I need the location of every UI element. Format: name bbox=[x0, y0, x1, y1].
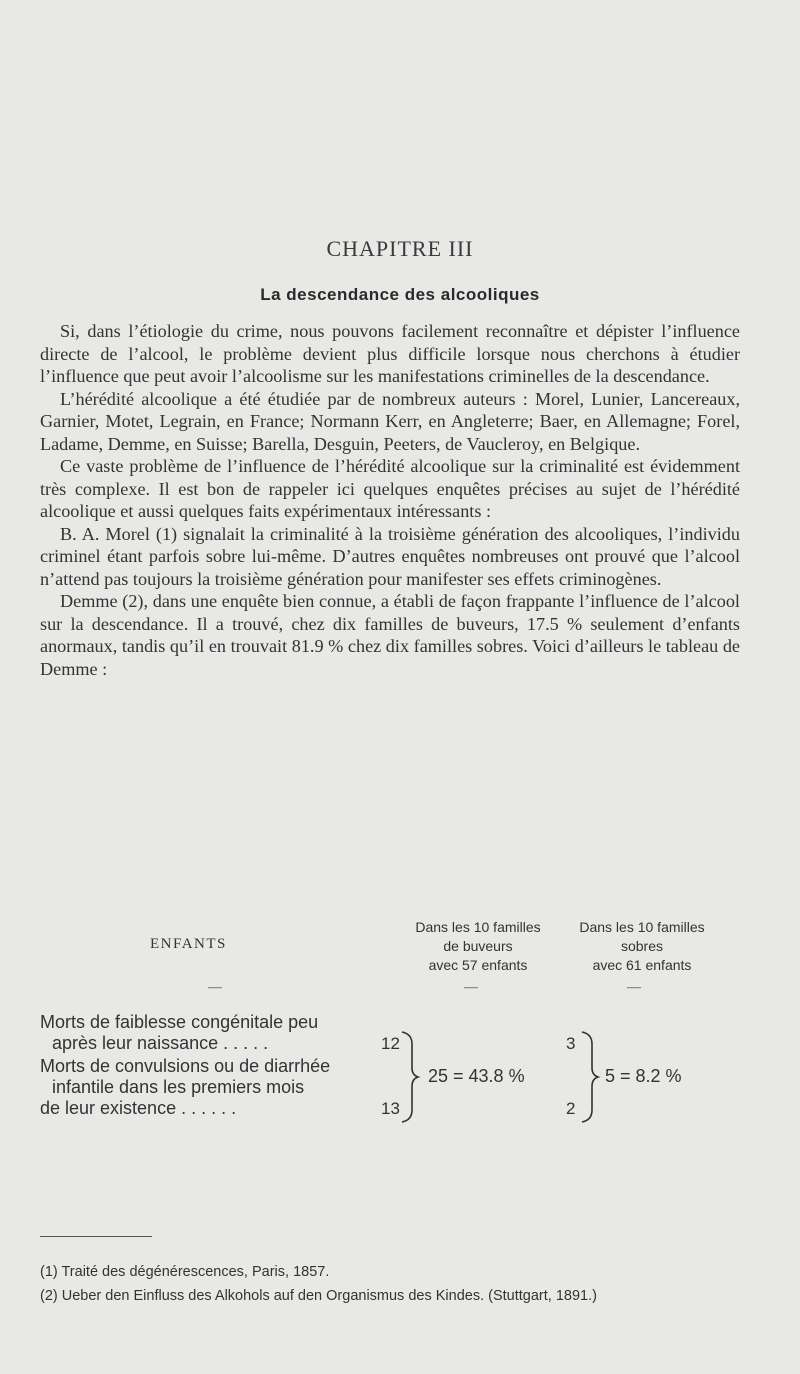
paragraph: B. A. Morel (1) signalait la criminalité à la troisième génération des alcooliques, l’individu criminel étant parfois sobre lui-même. D’autres enquêtes nombreuses ont prouvé que l’alcool n’attend pas toujours la troisième génération pour manifester ses effets criminogènes. bbox=[40, 523, 740, 589]
cell-sobres: 2 bbox=[566, 1099, 576, 1118]
row-label-line: après leur naissance . . . . . bbox=[52, 1033, 269, 1053]
header-line: Dans les 10 familles bbox=[579, 919, 705, 935]
footnote-rule bbox=[40, 1236, 152, 1237]
footnote: (1) Traité des dégénérescences, Paris, 1857. bbox=[40, 1264, 330, 1280]
table-header-sobres bbox=[562, 918, 722, 975]
header-line: avec 57 enfants bbox=[428, 957, 528, 973]
cell-buveurs: 12 bbox=[381, 1034, 400, 1053]
header-dash: — bbox=[627, 980, 641, 995]
header-dash: — bbox=[208, 980, 222, 995]
section-title: La descendance des alcooliques bbox=[260, 285, 540, 304]
table-header-enfants: ENFANTS bbox=[150, 936, 227, 952]
table-header-buveurs bbox=[398, 918, 558, 975]
header-line: sobres bbox=[620, 938, 664, 954]
total-sobres: 5 = 8.2 % bbox=[605, 1066, 682, 1086]
brace-spacer bbox=[413, 1030, 414, 1031]
header-dash: — bbox=[464, 980, 478, 995]
paragraph: L’hérédité alcoolique a été étudiée par de nombreux auteurs : Morel, Lunier, Lancereaux, Garnier, Motet, Legrain, en France; Normann Kerr, en Angleterre; Baer, en Allemagne; Forel, Ladame, Demme, en Suisse; Barella, Desguin, Peeters, de Vaucleroy, en Belgique. bbox=[40, 388, 740, 454]
row-label-line: Morts de convulsions ou de diarrhée bbox=[40, 1056, 331, 1076]
paragraph: Demme (2), dans une enquête bien connue, a établi de façon frappante l’influence de l’alcool sur la descendance. Il a trouvé, chez dix familles de buveurs, 17.5 % seulement d’enfants anormaux, tandis qu’il en trouvait 81.9 % chez dix familles sobres. Voici d’ailleurs le tableau de Demme : bbox=[40, 591, 740, 679]
chapter-title: CHAPITRE III bbox=[326, 236, 474, 261]
table-row bbox=[40, 1012, 318, 1054]
right-brace-icon bbox=[580, 1030, 602, 1124]
header-line: de buveurs bbox=[443, 938, 513, 954]
row-label-line: Morts de faiblesse congénitale peu bbox=[40, 1012, 319, 1032]
paragraph: Ce vaste problème de l’influence de l’hérédité alcoolique sur la criminalité est évidemment très complexe. Il est bon de rappeler ici quelques enquêtes précises au sujet de l’hérédité alcoolique et aussi quelques faits expérimentaux intéressants : bbox=[40, 456, 740, 521]
paragraph: Si, dans l’étiologie du crime, nous pouvons facilement reconnaître et dépister l’influence directe de l’alcool, le problème devient plus difficile lorsque nous cherchons à étudier l’influence que peut avoir l’alcoolisme sur les manifestations criminelles de la descendance. bbox=[40, 321, 740, 386]
footnote: (2) Ueber den Einfluss des Alkohols auf den Organismus des Kindes. (Stuttgart, 1891.) bbox=[40, 1288, 597, 1304]
total-buveurs: 25 = 43.8 % bbox=[428, 1066, 525, 1086]
cell-buveurs: 13 bbox=[381, 1099, 400, 1118]
header-line: Dans les 10 familles bbox=[415, 919, 541, 935]
row-label-line: infantile dans les premiers mois bbox=[52, 1077, 305, 1097]
right-brace-icon bbox=[400, 1030, 422, 1124]
cell-sobres: 3 bbox=[566, 1034, 576, 1053]
table-row bbox=[40, 1056, 330, 1119]
row-label-line: de leur existence . . . . . . bbox=[40, 1098, 237, 1118]
header-line: avec 61 enfants bbox=[592, 957, 692, 973]
body-text bbox=[40, 320, 740, 680]
